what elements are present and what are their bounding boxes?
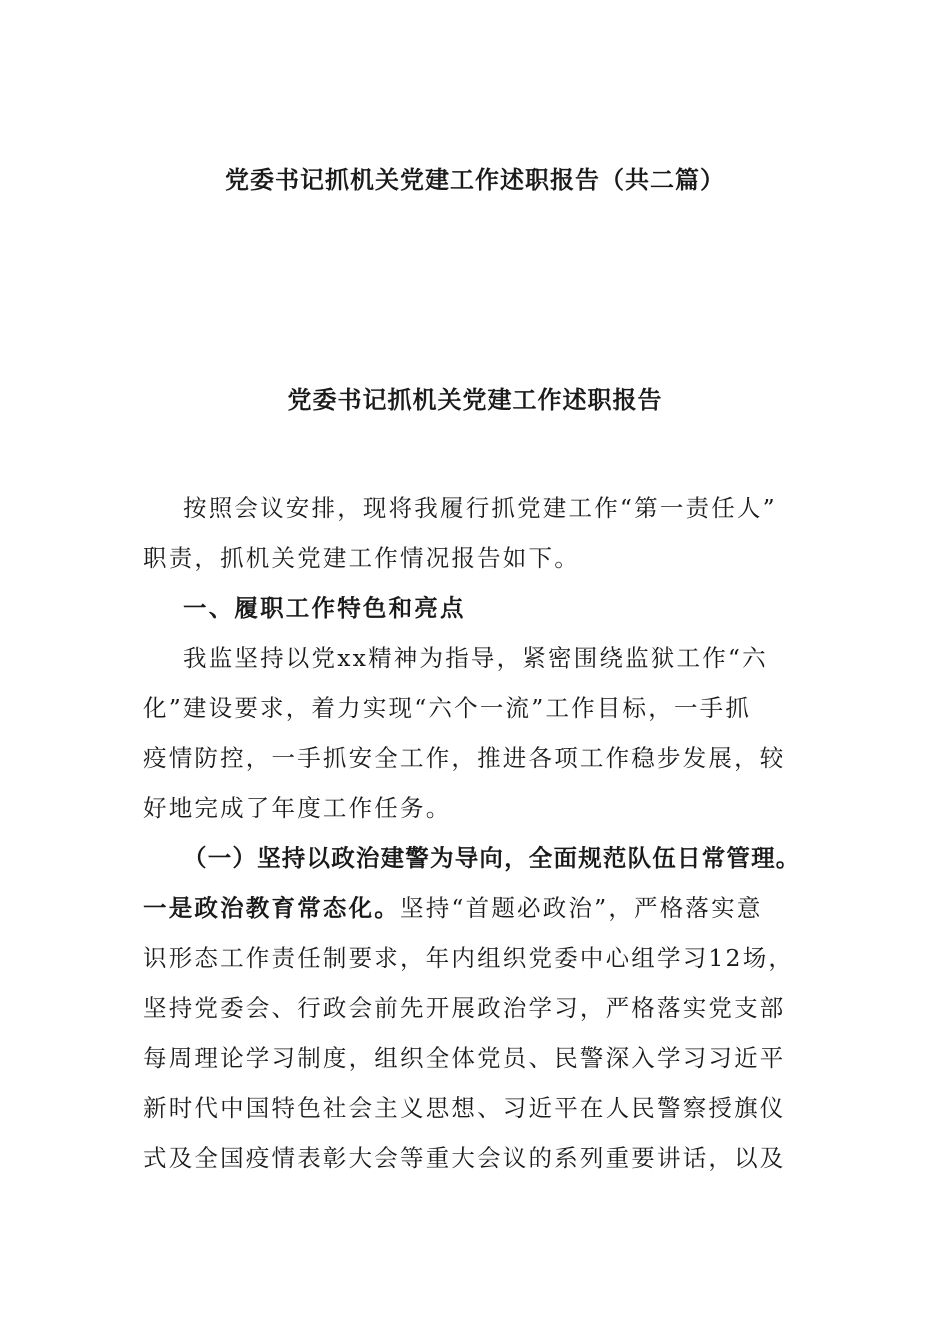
paragraph-line (143, 893, 783, 923)
subsection-heading: （一）坚持以政治建警为导向，全面规范队伍日常管理。 (183, 844, 801, 872)
paragraph-line: 好地完成了年度工作任务。 (143, 794, 452, 822)
paragraph-line: 按照会议安排，现将我履行抓党建工作“第一责任人” (183, 494, 777, 522)
paragraph-line: 新时代中国特色社会主义思想、习近平在人民警察授旗仪 (143, 1094, 786, 1122)
section-heading: 一、履职工作特色和亮点 (183, 594, 466, 622)
paragraph-line: 识形态工作责任制要求，年内组织党委中心组学习12场， (143, 944, 795, 972)
paragraph-line: 疫情防控，一手抓安全工作，推进各项工作稳步发展，较 (143, 744, 786, 772)
paragraph-line: 每周理论学习制度，组织全体党员、民警深入学习习近平 (143, 1044, 786, 1072)
paragraph-line: 坚持党委会、行政会前先开展政治学习，严格落实党支部 (143, 994, 786, 1022)
point-heading: 一是政治教育常态化。 (143, 894, 400, 922)
point-text: 坚持“首题必政治”，严格落实意 (400, 894, 763, 922)
paragraph-line: 职责，抓机关党建工作情况报告如下。 (143, 544, 580, 572)
paragraph-line: 我监坚持以党xx精神为指导，紧密围绕监狱工作“六 (183, 644, 768, 672)
paragraph-line: 式及全国疫情表彰大会等重大会议的系列重要讲话，以及 (143, 1144, 786, 1172)
report-title: 党委书记抓机关党建工作述职报告 (287, 385, 663, 414)
paragraph-line: 化”建设要求，着力实现“六个一流”工作目标，一手抓 (143, 694, 752, 722)
document-title: 党委书记抓机关党建工作述职报告（共二篇） (225, 165, 725, 194)
